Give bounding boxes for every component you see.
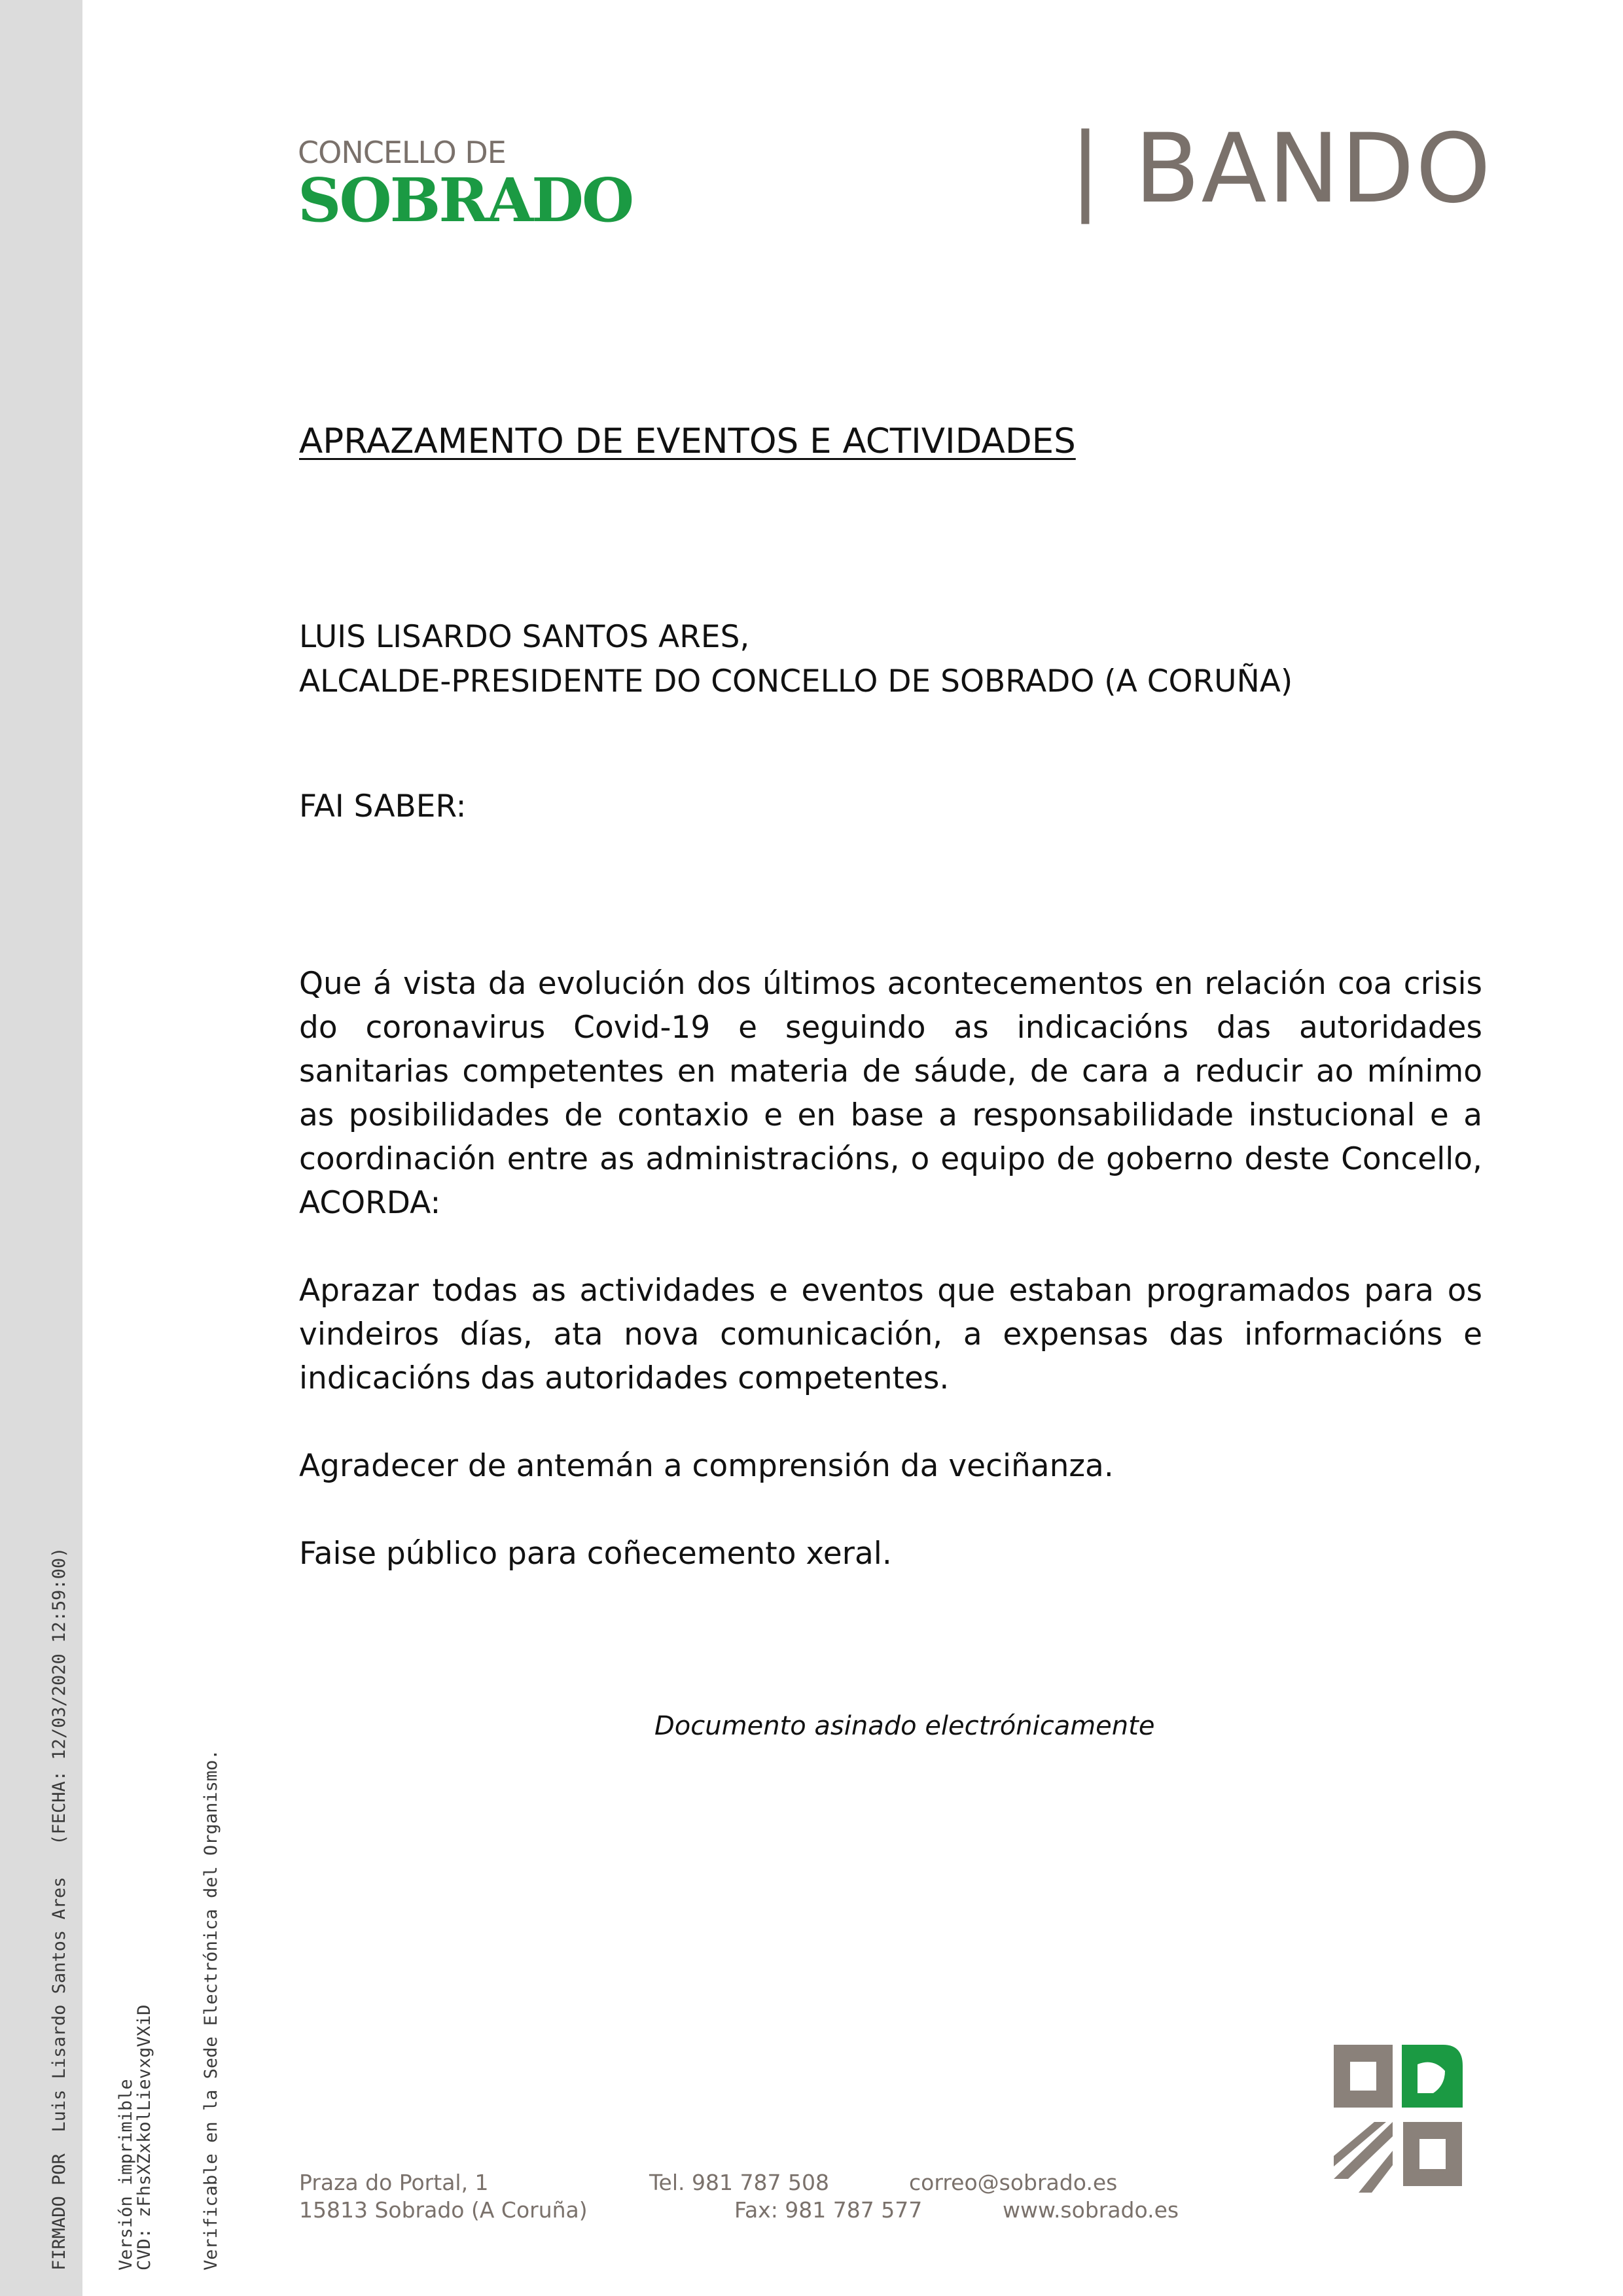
signatory-name: LUIS LISARDO SANTOS ARES, xyxy=(299,619,750,655)
footer-address-line1: Praza do Portal, 1 xyxy=(299,2170,489,2195)
body-paragraph: Agradecer de antemán a comprensión da veciñanza. xyxy=(299,1448,1114,1484)
footer-website[interactable]: www.sobrado.es xyxy=(1003,2197,1179,2223)
body-paragraph: Aprazar todas as actividades e eventos que estaban programados para os vindeiros días, ata nova comunicación, a expensas das informacións e indicacións das autoridades competentes. xyxy=(299,1273,1482,1396)
cvd-code: CVD: zFhsXZxkolLievxgVXiD xyxy=(134,2004,154,2270)
concello-logo xyxy=(298,135,633,236)
concello-emblem-icon xyxy=(1329,2038,1469,2199)
fai-saber-heading: FAI SABER: xyxy=(299,788,467,824)
signed-note: Documento asinado electrónicamente xyxy=(654,1711,1155,1741)
body-paragraph: Que á vista da evolución dos últimos acontecementos en relación coa crisis do coronavirus Covid-19 e seguindo as indicacións das autoridades sanitarias competentes en materia de sáude, de cara a reducir ao mínimo as posibilidades de contaxio e en base a responsabilidade instucional e a coordinación entre as administracións, o equipo de goberno deste Concello, ACORDA: xyxy=(299,966,1482,1221)
signatory-role: ALCALDE-PRESIDENTE DO CONCELLO DE SOBRADO (A CORUÑA) xyxy=(299,663,1293,699)
logo-top-text: CONCELLO DE xyxy=(298,135,506,170)
printable-version-label: Versión imprimible xyxy=(116,2079,136,2270)
footer-fax: Fax: 981 787 577 xyxy=(734,2197,923,2223)
body-paragraph: Faise público para coñecemento xeral. xyxy=(299,1536,892,1572)
document-type-heading: | BANDO xyxy=(1069,113,1492,224)
signature-line: FIRMADO POR Luis Lisardo Santos Ares (FECHA: 12/03/2020 12:59:00) xyxy=(49,1547,69,2270)
footer-tel: Tel. 981 787 508 xyxy=(649,2170,829,2195)
signatory-block xyxy=(299,615,1482,704)
document-title: APRAZAMENTO DE EVENTOS E ACTIVIDADES xyxy=(299,421,1076,461)
logo-main-text: SOBRADO xyxy=(298,165,633,236)
document-body xyxy=(299,962,1482,1619)
verification-stamp xyxy=(89,1749,245,2270)
verification-note: Verificable en la Sede Electrónica del Organismo. xyxy=(201,1749,221,2270)
footer-email[interactable]: correo@sobrado.es xyxy=(909,2170,1118,2195)
footer-address-line2: 15813 Sobrado (A Coruña) xyxy=(299,2197,588,2223)
